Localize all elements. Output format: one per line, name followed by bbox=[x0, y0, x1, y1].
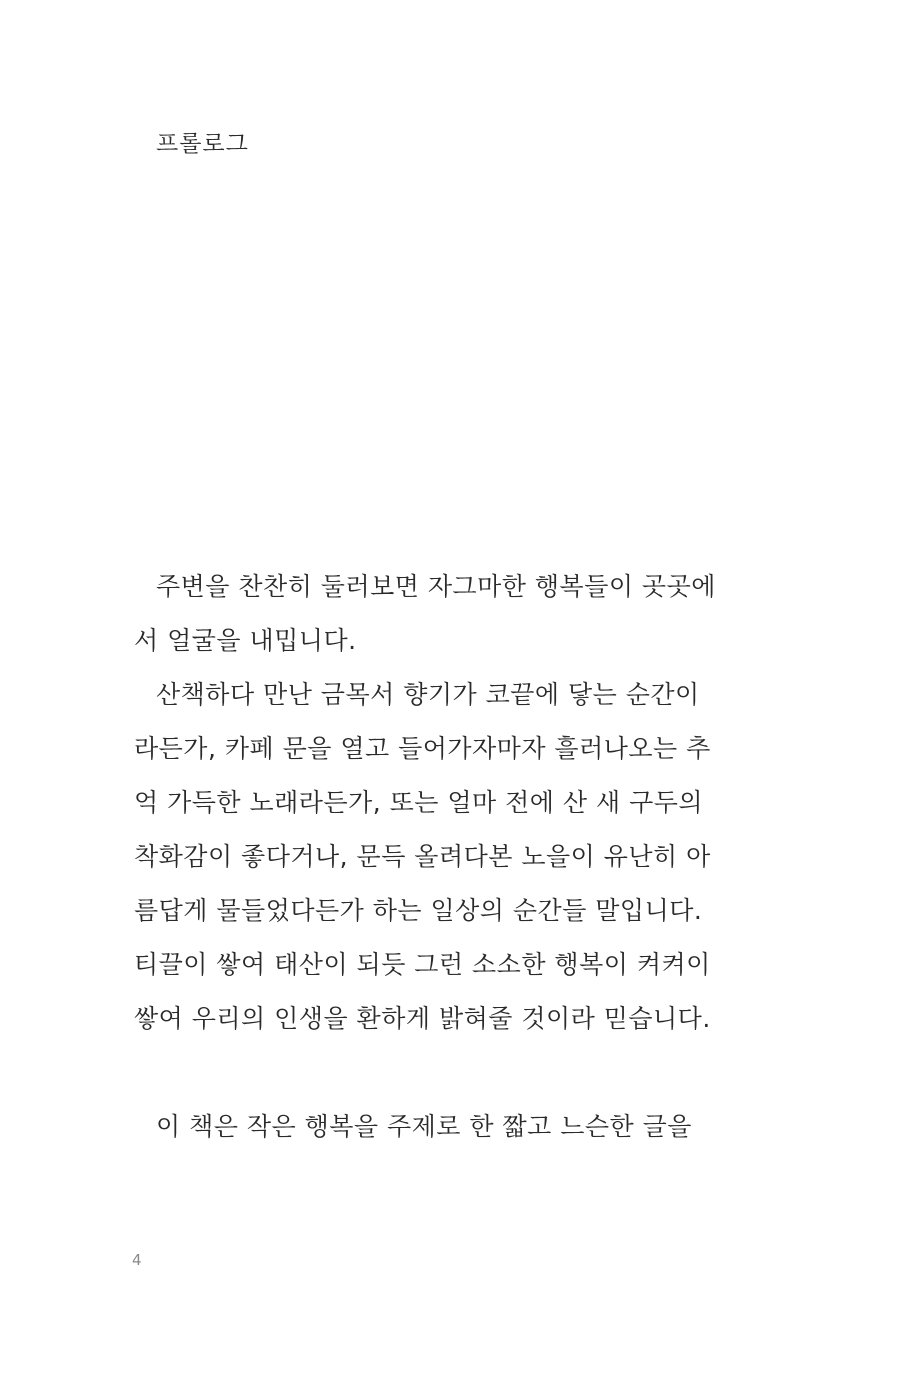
paragraph-line: 산책하다 만난 금목서 향기가 코끝에 닿는 순간이 bbox=[156, 680, 700, 709]
paragraph-line: 서 얼굴을 내밉니다. bbox=[134, 626, 357, 655]
paragraph-line: 주변을 찬찬히 둘러보면 자그마한 행복들이 곳곳에 bbox=[156, 572, 716, 601]
paragraph-line: 티끌이 쌓여 태산이 되듯 그런 소소한 행복이 켜켜이 bbox=[134, 950, 711, 979]
paragraph-line: 라든가, 카페 문을 열고 들어가자마자 흘러나오는 추 bbox=[134, 734, 711, 763]
page-number: 4 bbox=[132, 1251, 142, 1269]
paragraph-line: 이 책은 작은 행복을 주제로 한 짧고 느슨한 글을 bbox=[156, 1112, 692, 1141]
paragraph-line: 착화감이 좋다거나, 문득 올려다본 노을이 유난히 아 bbox=[134, 842, 711, 871]
paragraph-line: 름답게 물들었다든가 하는 일상의 순간들 말입니다. bbox=[134, 896, 703, 925]
paragraph-line: 쌓여 우리의 인생을 환하게 밝혀줄 것이라 믿습니다. bbox=[134, 1004, 711, 1033]
body-text bbox=[134, 560, 734, 1154]
paragraph-line: 억 가득한 노래라든가, 또는 얼마 전에 산 새 구두의 bbox=[134, 788, 704, 817]
paragraph-spacer bbox=[134, 1046, 734, 1100]
chapter-title: 프롤로그 bbox=[156, 131, 249, 157]
